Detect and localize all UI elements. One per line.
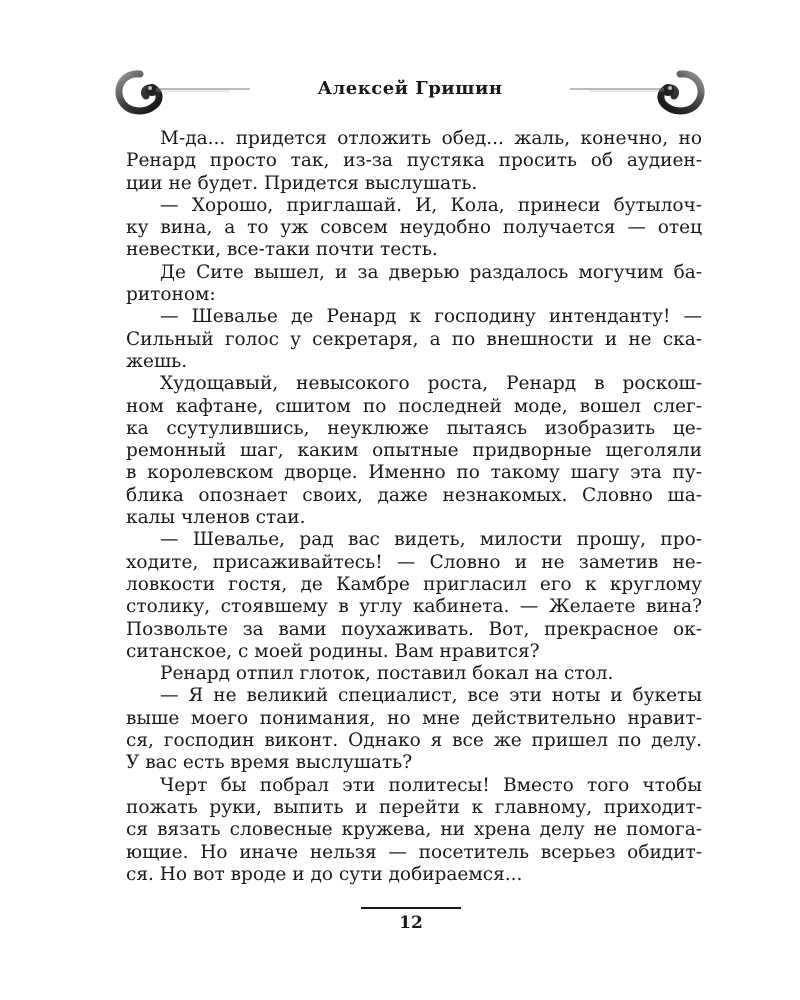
author-name: Алексей Гришин: [317, 78, 503, 99]
page-body-text: [126, 128, 702, 886]
text-line: ка ссутулившись, неуклюже пытаясь изобразить це-: [126, 417, 702, 439]
text-line: ситанское, с моей родины. Вам нравится?: [126, 640, 540, 662]
text-line: Позвольте за вами поухаживать. Вот, прекрасное ок-: [126, 618, 702, 640]
text-line: выше моего понимания, но мне действительно нравит-: [126, 707, 702, 729]
footer-rule: [361, 907, 461, 909]
text-line: жешь.: [126, 350, 188, 372]
text-line: ся вязать словесные кружева, ни хрена делу не помога-: [126, 819, 702, 841]
text-line: ся. Но вот вроде и до сути добираемся...: [126, 863, 523, 885]
text-line: ловкости гостя, де Камбре пригласил его к круглому: [126, 573, 702, 595]
page-number: 12: [399, 913, 423, 933]
text-line: — Шевалье де Ренард к господину интенданту! —: [160, 306, 702, 328]
text-line: калы членов стаи.: [126, 507, 306, 529]
text-line: столику, стоявшему в углу кабинета. — Желаете вина?: [126, 596, 702, 618]
text-line: — Хорошо, приглашай. И, Кола, принеси бутылоч-: [160, 194, 702, 216]
text-line: У вас есть время выслушать?: [126, 752, 413, 774]
text-line: ходите, присаживайтесь! — Словно и не заметив не-: [126, 551, 702, 573]
text-line: Де Сите вышел, и за дверью раздалось могучим ба-: [160, 261, 702, 283]
text-line: Ренард просто так, из-за пустяка просить об аудиен-: [126, 150, 702, 172]
text-line: М-да... придется отложить обед... жаль, конечно, но: [160, 128, 702, 149]
text-line: Черт бы побрал эти политесы! Вместо того чтобы: [160, 774, 702, 796]
text-line: ции не будет. Придется выслушать.: [126, 172, 478, 194]
text-line: — Я не великий специалист, все эти ноты и букеты: [160, 685, 702, 707]
text-line: ку вина, а то уж совсем неудобно получается — отец: [126, 217, 702, 239]
text-line: ном кафтане, сшитом по последней моде, вошел слег-: [126, 395, 702, 417]
text-line: невестки, все-таки почти тесть.: [126, 239, 438, 261]
text-line: ющие. Но иначе нельзя — посетитель всерьез обидит-: [126, 841, 702, 863]
text-line: в королевском дворце. Именно по такому шагу эта пу-: [126, 462, 702, 484]
text-line: Сильный голос у секретаря, а по внешности и не ска-: [126, 328, 702, 350]
text-line: ремонный шаг, каким опытные придворные щеголяли: [126, 440, 702, 462]
running-header: [110, 62, 710, 120]
text-line: блика опознает своих, даже незнакомых. Словно ша-: [126, 484, 702, 506]
text-line: — Шевалье, рад вас видеть, милости прошу, про-: [160, 529, 702, 551]
text-line: Ренард отпил глоток, поставил бокал на стол.: [160, 663, 614, 685]
text-line: ритоном:: [126, 284, 216, 306]
swirl-ornament-right-icon: [570, 62, 710, 120]
text-line: ся, господин виконт. Однако я все же пришел по делу.: [126, 730, 702, 752]
text-line: Худощавый, невысокого роста, Ренард в роскош-: [160, 373, 702, 395]
text-line: пожать руки, выпить и перейти к главному, приходит-: [126, 796, 702, 818]
